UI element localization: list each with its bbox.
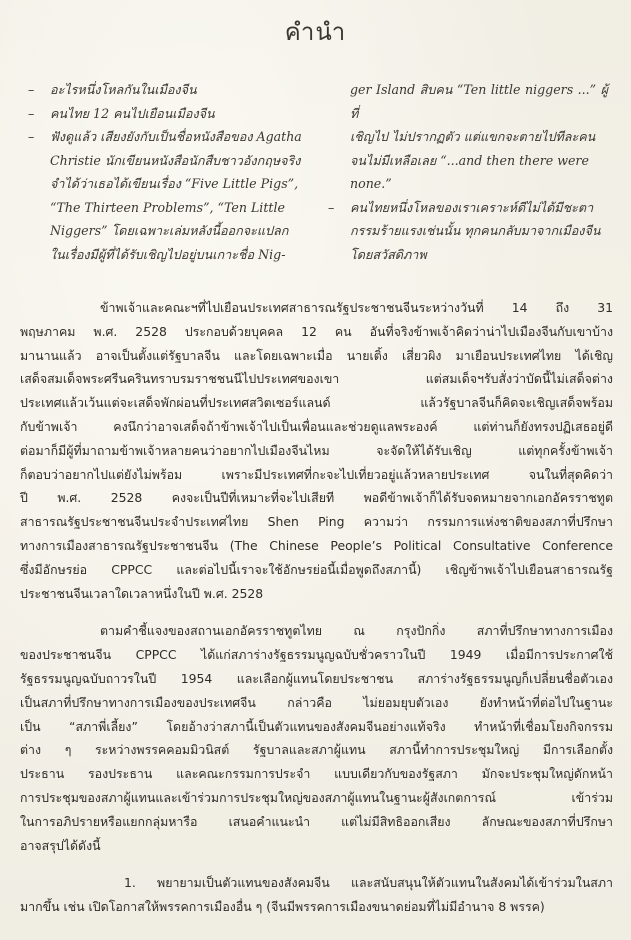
epigraph-item [28,102,310,126]
page-title: คำนำ [284,18,347,46]
dash-bullet: – [28,129,35,144]
epigraph-item [28,78,310,102]
body-text [20,296,613,933]
text-line: มากขึ้น เช่น เปิดโอกาสให้พรรคการเมืองอื่น ๆ (จีนมีพรรคการเมืองขนาดย่อมที่ไม่มีอำนาจ 8 พรรค) [20,899,545,915]
epigraph-line: อะไรหนึ่งโหลกันในเมืองจีน [50,82,197,97]
text-line: ซึ่งมีอักษรย่อ CPPCC และต่อไปนี้เราจะใช้อักษรย่อนี้เมื่อพูดถึงสภานี้) เชิญข้าพเจ้าไปเยือนสาธารณรัฐ [20,561,613,577]
text-line: ประธาน รองประธาน และคณะกรรมการประจำ แบบเดียวกับของรัฐสภา มักจะประชุมใหญ่ดักหน้า [20,766,613,782]
text-line: ประเทศแล้วเว้นแต่จะเสด็จพักผ่อนที่ประเทศสวิตเซอร์แลนด์ แล้วรัฐบาลจีนก็คิดจะเชิญเสด็จพร้อม [20,395,613,411]
paragraph-2 [20,619,613,857]
text-line: การประชุมของสภาผู้แทนและเข้าร่วมการประชุมใหญ่ของสภาผู้แทนในฐานะผู้สังเกตการณ์ เข้าร่วม [20,789,613,805]
text-line: ของประชาชนจีน CPPCC ได้แก่สภาร่างรัฐธรรมนูญฉบับชั่วคราวในปี 1949 เมื่อมีการประกาศใช้ [20,647,613,663]
numbered-list-item-1 [20,871,613,919]
text-line: สาธารณรัฐประชาชนจีนประจำประเทศไทย Shen Ping ความว่า กรรมการแห่งชาติของสภาที่ปรึกษา [20,514,613,530]
epigraph-line: คนไทย 12 คนไปเยือนเมืองจีน [50,105,215,121]
epigraph-line: ในเรื่องมีผู้ที่ได้รับเชิญไปอยู่บนเกาะชื่อ Nig- [50,246,286,262]
epigraph-line: ฟังดูแล้ว เสียงยังกับเป็นชื่อหนังสือของ Agatha [50,129,302,144]
text-line: ต่อมาก็มีผู้ที่มาถามข้าพเจ้าหลายคนว่าอยากไปเมืองจีนไหม จะจัดให้ได้รับเชิญ แต่ทุกครั้งข้าพเจ้า [20,442,613,458]
text-line: รัฐธรรมนูญฉบับถาวรในปี 1954 และเลือกผู้แทนโดยประชาชน สภาร่างรัฐธรรมนูญก็เปลี่ยนชื่อตัวเอง [20,670,613,686]
text-line: พฤษภาคม พ.ศ. 2528 ประกอบด้วยบุคคล 12 คน อันที่จริงข้าพเจ้าคิดว่าน่าไปเมืองจีนกับเขาบ้าง [20,323,613,339]
text-line: ทางการเมืองสาธารณรัฐประชาชนจีน (The Chinese People’s Political Consultative Conference [20,537,613,553]
text-line: อาจสรุปได้ดังนี้ [20,837,101,853]
epigraph-line: none.” [350,176,392,191]
epigraph-item [28,125,310,149]
text-line: ข้าพเจ้าและคณะฯที่ไปเยือนประเทศสาธารณรัฐประชาชนจีนระหว่างวันที่ 14 ถึง 31 [100,300,613,315]
epigraph-line: จำได้ว่าเธอได้เขียนเรื่อง “Five Little Pigs”, [50,176,299,191]
text-line: ปี พ.ศ. 2528 คงจะเป็นปีที่เหมาะที่จะไปเสียที พอดีข้าพเจ้าก็ได้รับจดหมายจากเอกอัครราชทูต [20,490,613,506]
text-line: 1. พยายามเป็นตัวแทนของสังคมจีน และสนับสนุนให้ตัวแทนในสังคมได้เข้าร่วมในสภา [124,875,613,891]
text-line: ประชาชนจีนเวลาใดเวลาหนึ่งในปี พ.ศ. 2528 [20,585,264,601]
text-line: มานานแล้ว อาจเป็นตั้งแต่รัฐบาลจีน และโดยเฉพาะเมื่อ นายเติ้ง เสี่ยวผิง มาเยือนประเทศไทย ได้เชิญ [20,347,613,363]
epigraph-right-column [328,78,608,266]
epigraph-line: เชิญไป ไม่ปรากฏตัว แต่แขกจะตายไปทีละคน [350,129,596,144]
epigraph-line: คนไทยหนึ่งโหลของเราเคราะห์ดีไม่ได้มีชะตา [350,199,594,215]
epigraph-line: โดยสวัสดิภาพ [350,246,427,262]
dash-bullet: – [328,199,335,215]
epigraph-line: กรรมร้ายแรงเช่นนั้น ทุกคนกลับมาจากเมืองจีน [350,223,601,238]
epigraph-left-column [28,78,310,266]
epigraph [28,78,608,266]
paragraph-1 [20,296,613,605]
dash-bullet: – [28,105,35,121]
epigraph-item [328,196,608,220]
text-line: ต่าง ๆ ระหว่างพรรคคอมมิวนิสต์ รัฐบาลและสภาผู้แทน สภานี้ทำการประชุมใหญ่ มีการเลือกตั้ง [20,742,613,758]
text-line: เสด็จสมเด็จพระศรีนครินทราบรมราชชนนีไปประเทศของเขา แต่สมเด็จฯรับสั่งว่าบัดนี้ไม่เสด็จต่าง [20,371,613,387]
text-line: เป็นสภาที่ปรึกษาทางการเมืองของประเทศจีน กล่าวคือ ไม่ยอมยุบตัวเอง ยังทำหน้าที่ต่อไปในฐานะ [20,694,613,710]
epigraph-line: จนไม่มีเหลือเลย “...and then there were [350,152,589,168]
text-line: เป็น “สภาพี่เลี้ยง” โดยอ้างว่าสภานี้เป็นตัวแทนของสังคมจีนอย่างแท้จริง ทำหน้าที่เชื่อมโยงกิจกรรม [20,718,613,734]
dash-bullet: – [28,82,35,97]
epigraph-line: Christie นักเขียนหนังสือนักสืบชาวอังกฤษจริง [50,152,301,168]
text-line: กับข้าพเจ้า คงนึกว่าอาจเสด็จถ้าข้าพเจ้าไปเป็นเพื่อนและช่วยดูแลพระองค์ แต่ท่านก็ยังทรงปฏิเสธอยู่ดี [20,418,613,434]
epigraph-line: ger Island สิบคน “Ten little niggers ...” ผู้ที่ [350,82,608,121]
text-line: ก็ตอบว่าอยากไปแต่ยังไม่พร้อม เพราะมีประเทศที่กะจะไปเที่ยวอยู่แล้วหลายประเทศ จนในที่สุดคิดว่า [20,466,613,482]
epigraph-line: Niggers” โดยเฉพาะเล่มหลังนี้ออกจะแปลก [50,223,289,238]
text-line: ตามคำชี้แจงของสถานเอกอัครราชทูตไทย ณ กรุงปักกิ่ง สภาที่ปรึกษาทางการเมือง [100,623,613,639]
text-line: ในการอภิปรายหรือแยกกลุ่มหารือ เสนอคำแนะนำ แต่ไม่มีสิทธิออกเสียง ลักษณะของสภาที่ปรึกษา [20,813,613,829]
epigraph-line: “The Thirteen Problems”, “Ten Little [50,199,285,215]
